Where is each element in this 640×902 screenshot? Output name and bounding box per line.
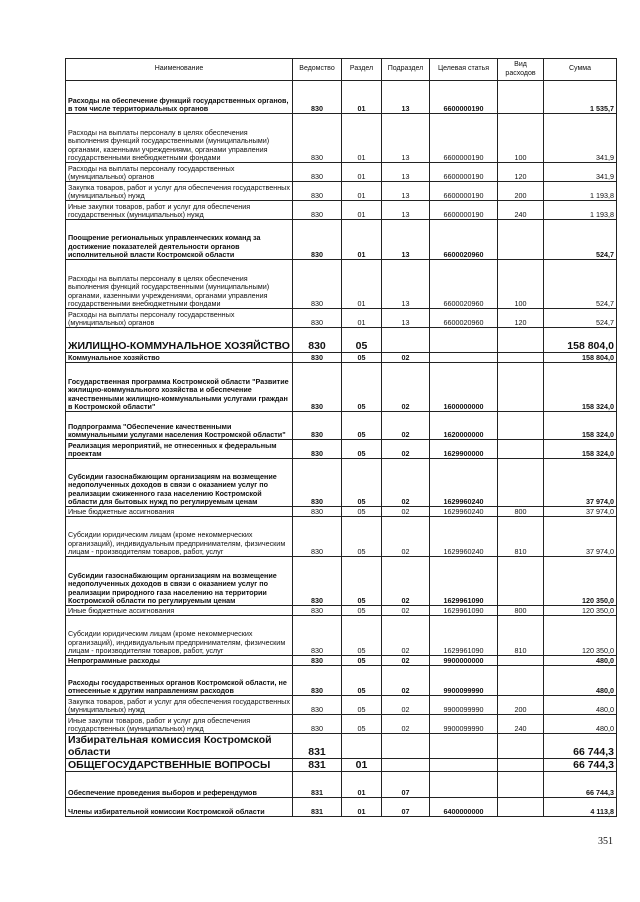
cell-section: 05: [342, 412, 382, 440]
cell-target-item: 1629960240: [430, 459, 498, 507]
cell-dept: 830: [293, 163, 342, 182]
cell-subsection: 13: [382, 163, 430, 182]
cell-section: 01: [342, 798, 382, 817]
table-row: [66, 759, 617, 772]
cell-subsection: 02: [382, 363, 430, 412]
cell-subsection: 02: [382, 459, 430, 507]
cell-name: Поощрение региональных управленческих команд за достижение показателей деятельности органов исполнительной власти Костромской области: [66, 220, 293, 260]
cell-subsection: 02: [382, 656, 430, 666]
table-row: [66, 114, 617, 163]
cell-section: 05: [342, 459, 382, 507]
cell-section: 01: [342, 114, 382, 163]
cell-target-item: [430, 734, 498, 759]
cell-section: 01: [342, 81, 382, 114]
table-row: [66, 772, 617, 798]
cell-target-item: [430, 772, 498, 798]
cell-subsection: 02: [382, 666, 430, 696]
cell-expense-kind: [498, 328, 544, 353]
cell-sum: 341,9: [544, 163, 617, 182]
cell-target-item: 6600000190: [430, 182, 498, 201]
cell-section: 05: [342, 616, 382, 656]
cell-dept: 830: [293, 606, 342, 616]
cell-sum: 37 974,0: [544, 459, 617, 507]
cell-target-item: 6600020960: [430, 309, 498, 328]
cell-name: ОБЩЕГОСУДАРСТВЕННЫЕ ВОПРОСЫ: [66, 759, 293, 772]
cell-sum: 66 744,3: [544, 759, 617, 772]
cell-subsection: [382, 759, 430, 772]
cell-target-item: 1629961090: [430, 557, 498, 606]
table-row: [66, 656, 617, 666]
col-header-name: Наименование: [66, 59, 293, 81]
cell-subsection: 02: [382, 353, 430, 363]
cell-name: Закупка товаров, работ и услуг для обеспечения государственных (муниципальных) нужд: [66, 696, 293, 715]
cell-target-item: 1629960240: [430, 507, 498, 517]
cell-section: 05: [342, 656, 382, 666]
table-row: [66, 201, 617, 220]
cell-expense-kind: 200: [498, 696, 544, 715]
col-header-target-item: Целевая статья: [430, 59, 498, 81]
cell-dept: 830: [293, 260, 342, 309]
table-row: [66, 459, 617, 507]
cell-name: Государственная программа Костромской области "Развитие жилищно-коммунального хозяйства и обеспечение качественными жилищно-коммунальными услугами граждан в Костромской области": [66, 363, 293, 412]
col-header-subsection: Подраздел: [382, 59, 430, 81]
cell-expense-kind: [498, 798, 544, 817]
cell-name: Расходы на выплаты персоналу государственных (муниципальных) органов: [66, 309, 293, 328]
cell-sum: 120 350,0: [544, 557, 617, 606]
table-row: [66, 163, 617, 182]
cell-subsection: 13: [382, 309, 430, 328]
cell-subsection: 13: [382, 81, 430, 114]
cell-dept: 831: [293, 772, 342, 798]
cell-target-item: 6600000190: [430, 163, 498, 182]
cell-name: ЖИЛИЩНО-КОММУНАЛЬНОЕ ХОЗЯЙСТВО: [66, 328, 293, 353]
cell-dept: 830: [293, 353, 342, 363]
cell-subsection: 07: [382, 798, 430, 817]
table-row: [66, 666, 617, 696]
cell-expense-kind: 120: [498, 163, 544, 182]
cell-dept: 830: [293, 517, 342, 557]
cell-expense-kind: 240: [498, 715, 544, 734]
table-row: [66, 412, 617, 440]
cell-expense-kind: 800: [498, 606, 544, 616]
cell-sum: 524,7: [544, 309, 617, 328]
table-row: [66, 81, 617, 114]
table-row: [66, 363, 617, 412]
cell-subsection: 02: [382, 715, 430, 734]
cell-expense-kind: [498, 353, 544, 363]
table-row: [66, 328, 617, 353]
cell-subsection: 13: [382, 260, 430, 309]
cell-expense-kind: 240: [498, 201, 544, 220]
cell-name: Субсидии юридическим лицам (кроме некоммерческих организаций), индивидуальным предпринимателям, физическим лицам - производителям товаров, работ, услуг: [66, 616, 293, 656]
cell-target-item: 1629961090: [430, 606, 498, 616]
cell-section: 05: [342, 440, 382, 459]
cell-section: 05: [342, 353, 382, 363]
cell-dept: 830: [293, 507, 342, 517]
cell-dept: 830: [293, 440, 342, 459]
cell-expense-kind: 810: [498, 616, 544, 656]
cell-section: 01: [342, 260, 382, 309]
cell-name: Иные закупки товаров, работ и услуг для обеспечения государственных (муниципальных) нужд: [66, 201, 293, 220]
table-row: [66, 517, 617, 557]
cell-dept: 831: [293, 734, 342, 759]
col-header-expense-kind: Вид расходов: [498, 59, 544, 81]
cell-target-item: 1629900000: [430, 440, 498, 459]
cell-section: 05: [342, 328, 382, 353]
cell-section: [342, 734, 382, 759]
cell-name: Субсидии юридическим лицам (кроме некоммерческих организаций), индивидуальным предпринимателям, физическим лицам - производителям товаров, работ, услуг: [66, 517, 293, 557]
table-row: [66, 220, 617, 260]
table-row: [66, 353, 617, 363]
page-number: 351: [598, 836, 613, 847]
cell-dept: 830: [293, 557, 342, 606]
cell-expense-kind: [498, 759, 544, 772]
cell-sum: 158 324,0: [544, 440, 617, 459]
table-row: [66, 507, 617, 517]
cell-section: 05: [342, 517, 382, 557]
cell-dept: 830: [293, 459, 342, 507]
cell-expense-kind: 800: [498, 507, 544, 517]
table-header-row: [66, 59, 617, 81]
cell-sum: 1 193,8: [544, 201, 617, 220]
cell-section: 01: [342, 201, 382, 220]
cell-name: Подпрограмма "Обеспечение качественными коммунальными услугами населения Костромской области": [66, 412, 293, 440]
cell-section: 05: [342, 696, 382, 715]
cell-dept: 830: [293, 309, 342, 328]
cell-section: 01: [342, 309, 382, 328]
table-row: [66, 606, 617, 616]
cell-sum: 480,0: [544, 715, 617, 734]
cell-target-item: 6600020960: [430, 260, 498, 309]
cell-target-item: 1620000000: [430, 412, 498, 440]
cell-sum: 66 744,3: [544, 772, 617, 798]
cell-target-item: 9900000000: [430, 656, 498, 666]
cell-dept: 830: [293, 696, 342, 715]
cell-name: Непрограммные расходы: [66, 656, 293, 666]
cell-dept: 830: [293, 201, 342, 220]
cell-section: 05: [342, 363, 382, 412]
cell-subsection: 02: [382, 606, 430, 616]
table-row: [66, 616, 617, 656]
cell-subsection: 13: [382, 220, 430, 260]
cell-expense-kind: [498, 666, 544, 696]
cell-name: Субсидии газоснабжающим организациям на возмещение недополученных доходов в связи с оказанием услуг по реализации природного газа населению на территории Костромской области по регулируемым ценам: [66, 557, 293, 606]
cell-expense-kind: [498, 363, 544, 412]
cell-sum: 37 974,0: [544, 507, 617, 517]
cell-sum: 158 324,0: [544, 412, 617, 440]
cell-expense-kind: [498, 656, 544, 666]
cell-target-item: 1629961090: [430, 616, 498, 656]
cell-name: Иные бюджетные ассигнования: [66, 606, 293, 616]
cell-sum: 66 744,3: [544, 734, 617, 759]
cell-expense-kind: 200: [498, 182, 544, 201]
cell-expense-kind: [498, 557, 544, 606]
cell-sum: 120 350,0: [544, 616, 617, 656]
cell-expense-kind: 100: [498, 260, 544, 309]
col-header-section: Раздел: [342, 59, 382, 81]
cell-section: 05: [342, 715, 382, 734]
cell-dept: 830: [293, 363, 342, 412]
cell-target-item: 6600000190: [430, 201, 498, 220]
cell-sum: 480,0: [544, 656, 617, 666]
cell-name: Расходы на выплаты персоналу в целях обеспечения выполнения функций государственными (муниципальными) органами, казенными учреждениями, органами управления государственными внебюджетными фондами: [66, 114, 293, 163]
cell-dept: 830: [293, 220, 342, 260]
cell-name: Закупка товаров, работ и услуг для обеспечения государственных (муниципальных) нужд: [66, 182, 293, 201]
cell-section: 01: [342, 163, 382, 182]
cell-expense-kind: [498, 412, 544, 440]
cell-subsection: 02: [382, 517, 430, 557]
cell-sum: 480,0: [544, 666, 617, 696]
cell-sum: 158 804,0: [544, 353, 617, 363]
cell-target-item: 1629960240: [430, 517, 498, 557]
cell-expense-kind: [498, 440, 544, 459]
cell-target-item: 6400000000: [430, 798, 498, 817]
cell-name: Иные закупки товаров, работ и услуг для обеспечения государственных (муниципальных) нужд: [66, 715, 293, 734]
cell-dept: 831: [293, 759, 342, 772]
cell-name: Расходы на обеспечение функций государственных органов, в том числе территориальных органов: [66, 81, 293, 114]
cell-name: Расходы государственных органов Костромской области, не отнесенные к другим направлениям расходов: [66, 666, 293, 696]
cell-subsection: 13: [382, 201, 430, 220]
cell-subsection: 02: [382, 557, 430, 606]
cell-name: Иные бюджетные ассигнования: [66, 507, 293, 517]
cell-dept: 830: [293, 114, 342, 163]
cell-dept: 830: [293, 656, 342, 666]
table-body: [66, 81, 617, 817]
table-row: [66, 696, 617, 715]
budget-table: [65, 58, 617, 817]
cell-expense-kind: [498, 81, 544, 114]
cell-dept: 830: [293, 412, 342, 440]
table-row: [66, 182, 617, 201]
cell-sum: 120 350,0: [544, 606, 617, 616]
cell-sum: 524,7: [544, 220, 617, 260]
cell-name: Коммунальное хозяйство: [66, 353, 293, 363]
cell-expense-kind: 810: [498, 517, 544, 557]
cell-target-item: 9900099990: [430, 696, 498, 715]
cell-expense-kind: [498, 734, 544, 759]
cell-sum: 158 804,0: [544, 328, 617, 353]
cell-section: 01: [342, 182, 382, 201]
table-row: [66, 309, 617, 328]
cell-expense-kind: 120: [498, 309, 544, 328]
cell-dept: 831: [293, 798, 342, 817]
cell-sum: 524,7: [544, 260, 617, 309]
cell-dept: 830: [293, 328, 342, 353]
cell-sum: 158 324,0: [544, 363, 617, 412]
cell-subsection: 02: [382, 412, 430, 440]
cell-subsection: 07: [382, 772, 430, 798]
cell-subsection: 13: [382, 114, 430, 163]
cell-target-item: [430, 759, 498, 772]
cell-section: 01: [342, 772, 382, 798]
cell-subsection: 02: [382, 696, 430, 715]
cell-name: Субсидии газоснабжающим организациям на возмещение недополученных доходов в связи с оказанием услуг по реализации сжиженного газа населению Костромской области для бытовых нужд по регулируемым ценам: [66, 459, 293, 507]
table-row: [66, 557, 617, 606]
cell-name: Избирательная комиссия Костромской области: [66, 734, 293, 759]
cell-sum: 480,0: [544, 696, 617, 715]
cell-dept: 830: [293, 182, 342, 201]
cell-sum: 37 974,0: [544, 517, 617, 557]
cell-target-item: 6600000190: [430, 114, 498, 163]
cell-sum: 341,9: [544, 114, 617, 163]
table-row: [66, 734, 617, 759]
budget-sheet: [65, 58, 617, 817]
cell-name: Обеспечение проведения выборов и референдумов: [66, 772, 293, 798]
cell-subsection: 13: [382, 182, 430, 201]
cell-section: 05: [342, 507, 382, 517]
cell-subsection: [382, 328, 430, 353]
cell-sum: 1 193,8: [544, 182, 617, 201]
cell-name: Расходы на выплаты персоналу государственных (муниципальных) органов: [66, 163, 293, 182]
cell-expense-kind: 100: [498, 114, 544, 163]
cell-target-item: 1600000000: [430, 363, 498, 412]
cell-target-item: 6600020960: [430, 220, 498, 260]
col-header-sum: Сумма: [544, 59, 617, 81]
cell-expense-kind: [498, 772, 544, 798]
cell-section: 01: [342, 759, 382, 772]
cell-subsection: 02: [382, 440, 430, 459]
cell-target-item: 9900099990: [430, 715, 498, 734]
table-row: [66, 715, 617, 734]
cell-section: 05: [342, 557, 382, 606]
cell-target-item: [430, 353, 498, 363]
cell-dept: 830: [293, 715, 342, 734]
cell-name: Члены избирательной комиссии Костромской области: [66, 798, 293, 817]
cell-name: Реализация мероприятий, не отнесенных к федеральным проектам: [66, 440, 293, 459]
cell-subsection: 02: [382, 616, 430, 656]
table-row: [66, 260, 617, 309]
cell-sum: 4 113,8: [544, 798, 617, 817]
table-row: [66, 798, 617, 817]
cell-dept: 830: [293, 666, 342, 696]
cell-dept: 830: [293, 81, 342, 114]
col-header-dept: Ведомство: [293, 59, 342, 81]
cell-expense-kind: [498, 220, 544, 260]
cell-subsection: [382, 734, 430, 759]
cell-section: 01: [342, 220, 382, 260]
cell-section: 05: [342, 666, 382, 696]
cell-section: 05: [342, 606, 382, 616]
cell-subsection: 02: [382, 507, 430, 517]
cell-sum: 1 535,7: [544, 81, 617, 114]
cell-dept: 830: [293, 616, 342, 656]
cell-name: Расходы на выплаты персоналу в целях обеспечения выполнения функций государственными (муниципальными) органами, казенными учреждениями, органами управления государственными внебюджетными фондами: [66, 260, 293, 309]
cell-target-item: 6600000190: [430, 81, 498, 114]
table-row: [66, 440, 617, 459]
cell-target-item: 9900099990: [430, 666, 498, 696]
cell-expense-kind: [498, 459, 544, 507]
cell-target-item: [430, 328, 498, 353]
